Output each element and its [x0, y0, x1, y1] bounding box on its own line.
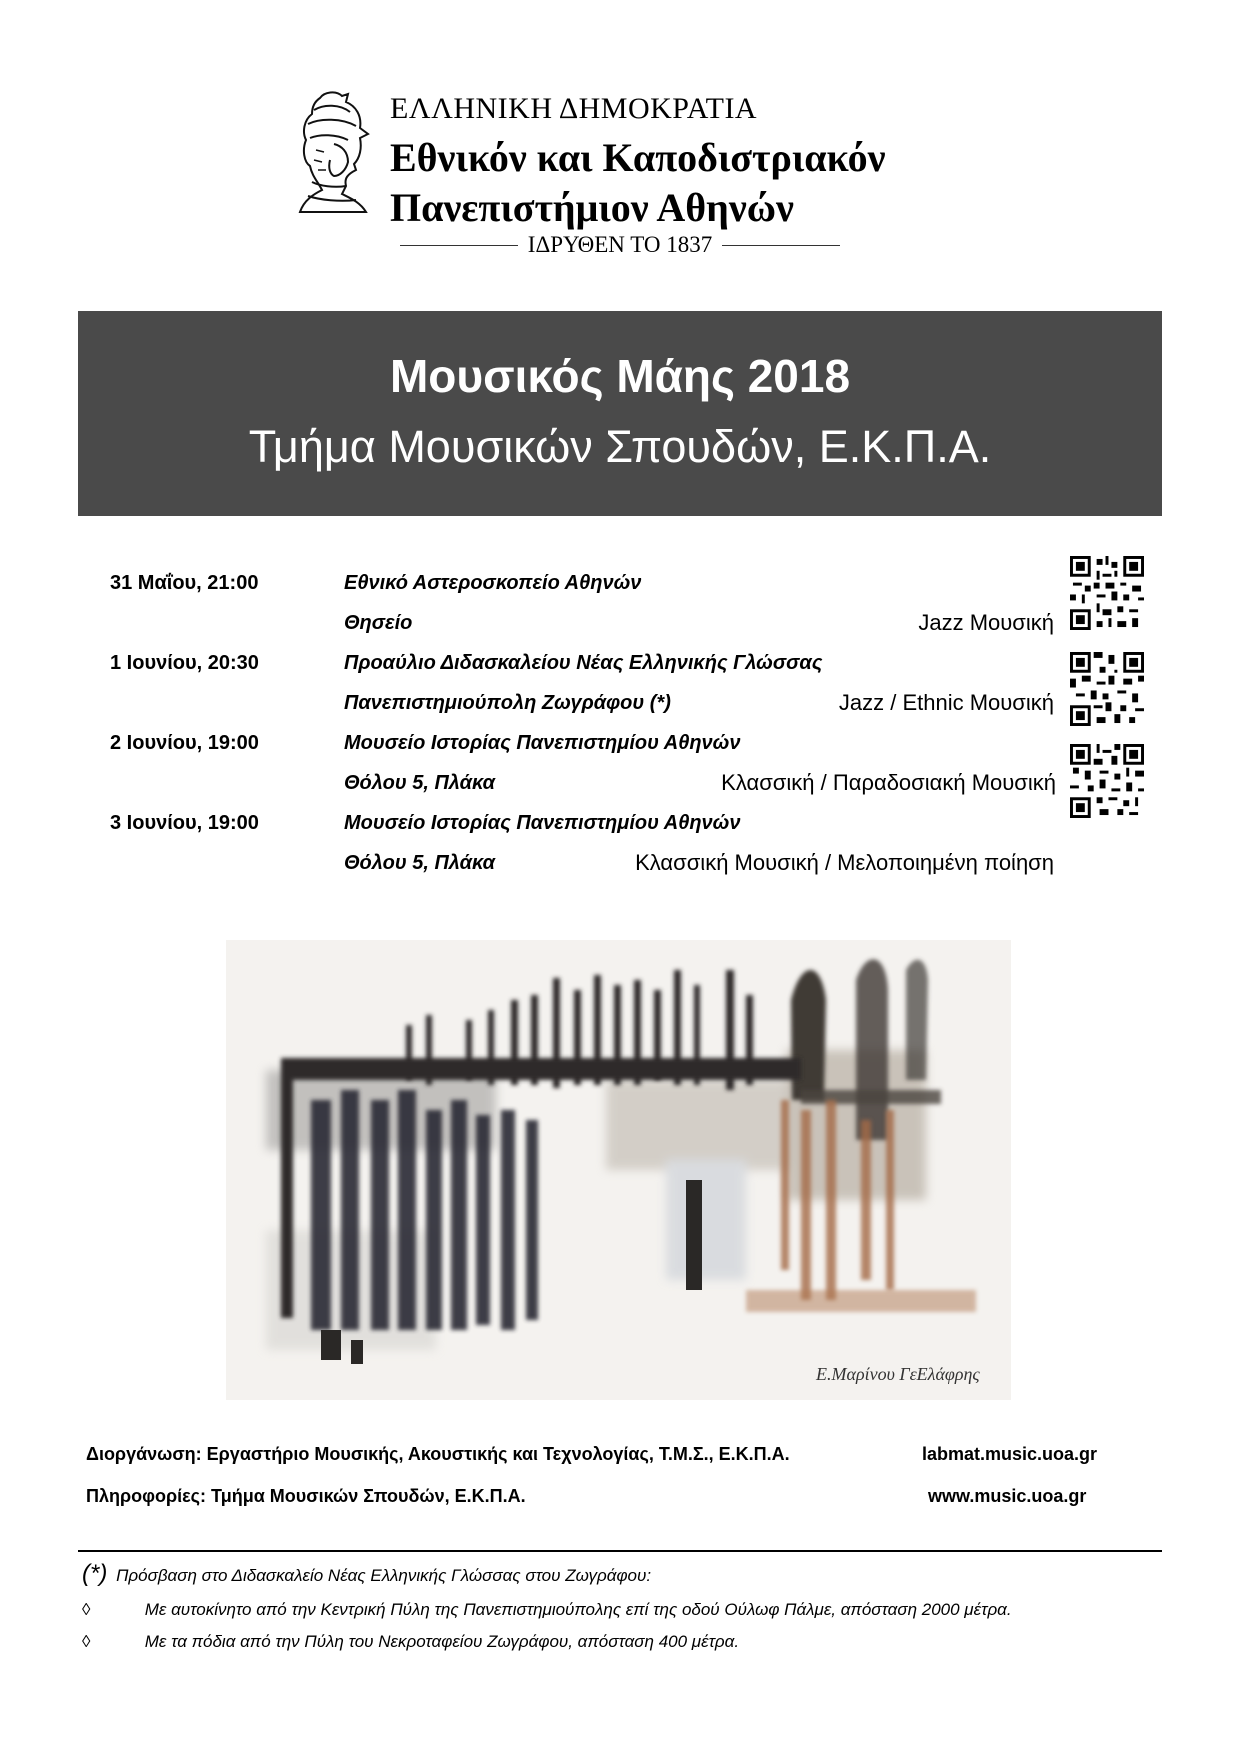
event-date: 31 Μαΐου, 21:00	[110, 572, 259, 594]
event-genre: Jazz / Ethnic Μουσική	[838, 690, 1054, 715]
event-venue: Μουσείο Ιστορίας Πανεπιστημίου Αθηνών	[344, 812, 741, 834]
footnote-heading	[82, 1560, 651, 1588]
footer-divider	[78, 1550, 1162, 1552]
athena-head-emblem-icon	[290, 90, 378, 224]
institution-name-line2: Πανεπιστήμιον Αθηνών	[390, 185, 794, 230]
university-logo	[290, 90, 950, 270]
founded-text: ΙΔΡΥΘΕΝ ΤΟ 1837	[527, 232, 713, 257]
footnote-marker: (*)	[82, 1560, 108, 1587]
event-genre: Jazz Μουσική	[918, 610, 1054, 635]
info-link[interactable]: www.music.uoa.gr	[928, 1486, 1087, 1506]
footnote-item-text: Με αυτοκίνητο από την Κεντρική Πύλη της Πανεπιστημιούπολης επί της οδού Ούλωφ Πάλμε, απόσταση 2000 μέτρα.	[144, 1600, 1012, 1619]
event-date: 3 Ιουνίου, 19:00	[110, 812, 259, 834]
organizer-link[interactable]: labmat.music.uoa.gr	[922, 1444, 1098, 1464]
divider	[722, 245, 840, 246]
organizer-credit: Διοργάνωση: Εργαστήριο Μουσικής, Ακουστικής και Τεχνολογίας, Τ.Μ.Σ., Ε.Κ.Π.Α.	[86, 1444, 790, 1464]
qr-code-icon[interactable]	[1070, 744, 1144, 818]
artwork-watercolor	[226, 940, 1011, 1400]
event-venue-detail: Θόλου 5, Πλάκα	[344, 852, 496, 874]
event-venue: Προαύλιο Διδασκαλείου Νέας Ελληνικής Γλώσσας	[344, 652, 823, 674]
page-title: Μουσικός Μάης 2018	[389, 350, 851, 402]
event-schedule	[0, 560, 1240, 890]
footnote-heading-text: Πρόσβαση στο Διδασκαλείο Νέας Ελληνικής Γλώσσας στου Ζωγράφου:	[116, 1566, 652, 1585]
institution-name-line1: Εθνικόν και Καποδιστριακόν	[390, 135, 886, 180]
diamond-bullet-icon: ◊	[82, 1632, 91, 1651]
institution-country: ΕΛΛΗΝΙΚΗ ΔΗΜΟΚΡΑΤΙΑ	[390, 92, 758, 125]
event-genre: Κλασσική Μουσική / Μελοποιημένη ποίηση	[635, 850, 1054, 875]
divider	[400, 245, 518, 246]
founded-line	[400, 230, 840, 260]
page-subtitle: Τμήμα Μουσικών Σπουδών, Ε.Κ.Π.Α.	[248, 421, 992, 472]
artwork-signature: Ε.Μαρίνου ΓεΕλάφρης	[816, 1364, 980, 1384]
diamond-bullet-icon: ◊	[82, 1600, 91, 1619]
qr-code-icon[interactable]	[1070, 652, 1144, 726]
artwork-painting	[226, 940, 1011, 1400]
event-genre: Κλασσική / Παραδοσιακή Μουσική	[721, 770, 1056, 795]
title-banner	[78, 311, 1162, 516]
footnote-item	[82, 1632, 739, 1652]
event-venue: Εθνικό Αστεροσκοπείο Αθηνών	[344, 572, 642, 594]
footnote-item-text: Με τα πόδια από την Πύλη του Νεκροταφείου Ζωγράφου, απόσταση 400 μέτρα.	[144, 1632, 740, 1651]
qr-code-icon[interactable]	[1070, 556, 1144, 630]
event-venue-detail: Θησείο	[344, 612, 413, 634]
event-venue-detail: Πανεπιστημιούπολη Ζωγράφου (*)	[344, 692, 671, 714]
event-date: 2 Ιουνίου, 19:00	[110, 732, 259, 754]
footnote-item	[82, 1600, 1012, 1620]
event-date: 1 Ιουνίου, 20:30	[110, 652, 259, 674]
info-credit: Πληροφορίες: Τμήμα Μουσικών Σπουδών, Ε.Κ.Π.Α.	[86, 1486, 526, 1506]
event-venue-detail: Θόλου 5, Πλάκα	[344, 772, 496, 794]
event-venue: Μουσείο Ιστορίας Πανεπιστημίου Αθηνών	[344, 732, 741, 754]
